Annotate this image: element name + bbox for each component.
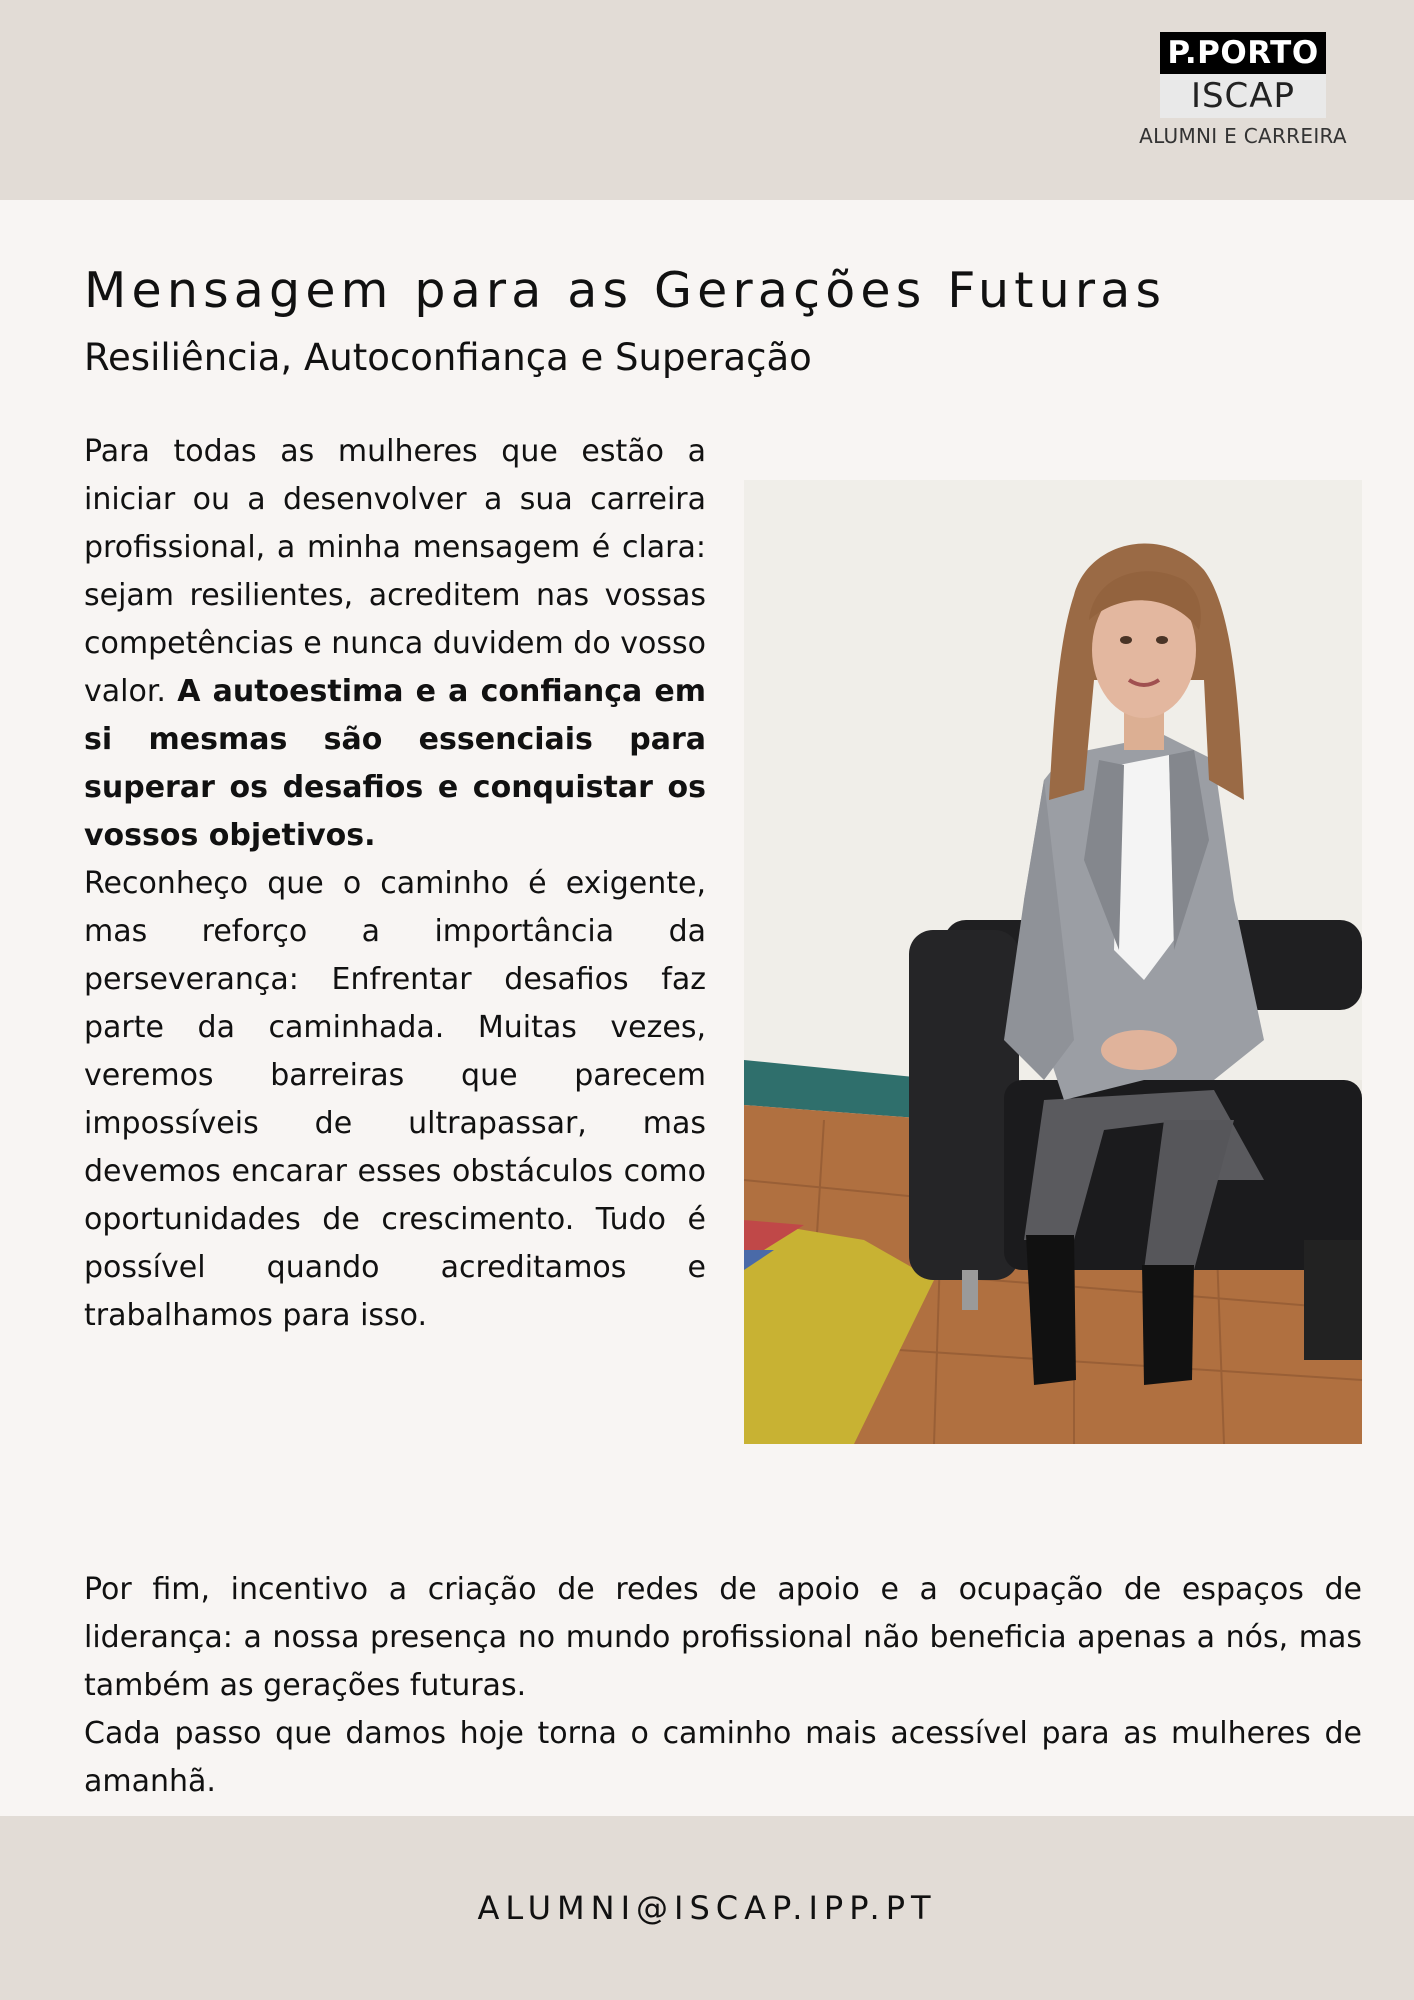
paragraph-intro-text: Para todas as mulheres que estão a iniciar ou a desenvolver a sua carreira profissional, a minha mensagem é clara: sejam resilientes, acreditem nas vossas competências e nunca duvidem do vosso valor. [84,434,706,709]
contact-email[interactable]: ALUMNI@ISCAP.IPP.PT [477,1889,937,1927]
footer-band [0,1816,1414,2000]
paragraph-intro-bold: A autoestima e a confiança em si mesmas são essenciais para superar os desafios e conquistar os vossos objetivos. [84,674,707,853]
paragraph-closing: Cada passo que damos hoje torna o caminho mais acessível para as mulheres de amanhã. [84,1716,1362,1799]
logo-unit: ALUMNI E CARREIRA [1139,124,1347,148]
paragraph-leadership: Por fim, incentivo a criação de redes de apoio e a ocupação de espaços de liderança: a nossa presença no mundo profissional não beneficia apenas a nós, mas também as gerações futuras. [84,1572,1362,1703]
logo-brand: P.PORTO [1160,32,1326,74]
page-title: Mensagem para as Gerações Futuras [84,262,1167,319]
pporto-iscap-logo [1128,32,1358,148]
closing-text [84,1566,1362,1806]
header-band [0,0,1414,200]
portrait-photo [744,480,1362,1444]
portrait-illustration [744,480,1362,1444]
text-column [84,428,706,1340]
page-subtitle: Resiliência, Autoconfiança e Superação [84,336,812,379]
logo-school: ISCAP [1160,74,1326,118]
paragraph-perseverance: Reconheço que o caminho é exigente, mas reforço a importância da perseverança: Enfrentar desafios faz parte da caminhada. Muitas vezes, veremos barreiras que parecem impossíveis de ultrapassar, mas devemos encarar esses obstáculos como oportunidades de crescimento. Tudo é possível quando acreditamos e trabalhamos para isso. [84,866,706,1333]
paragraph-intro [84,428,706,860]
